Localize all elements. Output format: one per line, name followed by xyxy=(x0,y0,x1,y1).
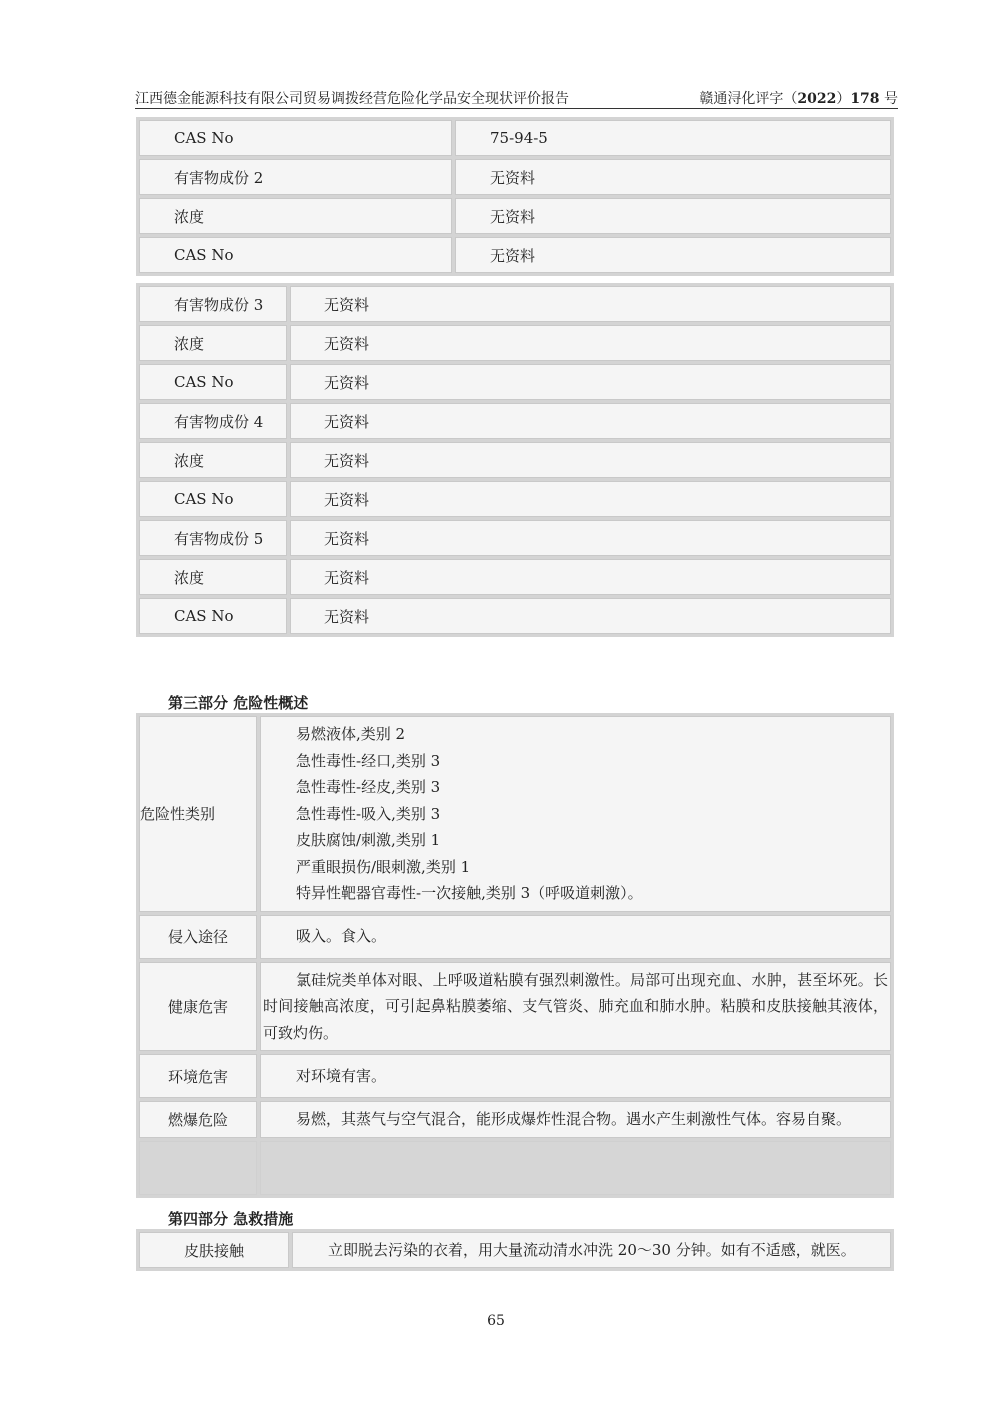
table-row xyxy=(139,520,891,556)
table-row xyxy=(139,403,891,439)
list-item: 急性毒性-经皮,类别 3 xyxy=(296,778,441,796)
section4-title: 第四部分 急救措施 xyxy=(168,1210,294,1228)
row-value: 无资料 xyxy=(455,237,891,273)
table-row xyxy=(139,962,891,1052)
table-row xyxy=(139,198,891,234)
table-row xyxy=(139,1232,891,1268)
row-label: CAS No xyxy=(139,481,287,517)
empty-cell xyxy=(260,1141,891,1195)
fire-explosion-label: 燃爆危险 xyxy=(139,1101,257,1138)
row-value: 无资料 xyxy=(455,198,891,234)
list-item: 急性毒性-经口,类别 3 xyxy=(296,751,441,770)
hazard-class-value xyxy=(260,716,891,912)
first-aid-table xyxy=(136,1229,894,1271)
row-label: 有害物成份 3 xyxy=(139,286,287,322)
table-row xyxy=(139,325,891,361)
row-value: 无资料 xyxy=(290,286,891,322)
row-value: 无资料 xyxy=(290,559,891,595)
environment-hazard-label: 环境危害 xyxy=(139,1054,257,1098)
row-label: 浓度 xyxy=(139,559,287,595)
table-row xyxy=(139,120,891,156)
list-item: 易燃液体,类别 2 xyxy=(296,725,406,743)
hazard-class-list xyxy=(263,721,888,907)
table-row xyxy=(139,559,891,595)
route-value: 吸入。食入。 xyxy=(260,915,891,959)
row-label: CAS No xyxy=(139,364,287,400)
table-row xyxy=(139,1054,891,1098)
row-value: 无资料 xyxy=(455,159,891,195)
list-item: 特异性靶器官毒性-一次接触,类别 3（呼吸道刺激）。 xyxy=(296,884,643,902)
row-value: 75-94-5 xyxy=(455,120,891,156)
section3-title: 第三部分 危险性概述 xyxy=(168,694,309,712)
table-row xyxy=(139,598,891,634)
route-label: 侵入途径 xyxy=(139,915,257,959)
row-label: CAS No xyxy=(139,598,287,634)
table-row xyxy=(139,237,891,273)
row-label: 浓度 xyxy=(139,442,287,478)
row-label: 有害物成份 5 xyxy=(139,520,287,556)
row-label: CAS No xyxy=(139,120,452,156)
table-row xyxy=(139,915,891,959)
table-row xyxy=(139,1101,891,1138)
row-value: 无资料 xyxy=(290,325,891,361)
skin-contact-value: 立即脱去污染的衣着，用大量流动清水冲洗 20～30 分钟。如有不适感，就医。 xyxy=(292,1232,891,1268)
composition-table-lower xyxy=(136,283,894,637)
hazard-class-label: 危险性类别 xyxy=(139,716,257,912)
health-hazard-value: 氯硅烷类单体对眼、上呼吸道粘膜有强烈刺激性。局部可出现充血、水肿，甚至坏死。长时间接触高浓度，可引起鼻粘膜萎缩、支气管炎、肺充血和肺水肿。粘膜和皮肤接触其液体，可致灼伤。 xyxy=(260,962,891,1052)
environment-hazard-value: 对环境有害。 xyxy=(260,1054,891,1098)
skin-contact-label: 皮肤接触 xyxy=(139,1232,289,1268)
page-number: 65 xyxy=(487,1313,505,1329)
header-report-number: 赣通浔化评字（2022）178 号 xyxy=(699,91,898,107)
row-label: CAS No xyxy=(139,237,452,273)
row-label: 浓度 xyxy=(139,325,287,361)
row-value: 无资料 xyxy=(290,403,891,439)
table-row xyxy=(139,442,891,478)
table-row xyxy=(139,286,891,322)
fire-explosion-value: 易燃，其蒸气与空气混合，能形成爆炸性混合物。遇水产生刺激性气体。容易自聚。 xyxy=(260,1101,891,1138)
health-hazard-label: 健康危害 xyxy=(139,962,257,1052)
row-value: 无资料 xyxy=(290,364,891,400)
row-value: 无资料 xyxy=(290,598,891,634)
list-item: 严重眼损伤/眼刺激,类别 1 xyxy=(296,857,471,876)
list-item: 急性毒性-吸入,类别 3 xyxy=(296,804,441,823)
row-label: 有害物成份 4 xyxy=(139,403,287,439)
hazard-overview-table xyxy=(136,713,894,1198)
table-row xyxy=(139,364,891,400)
table-row xyxy=(139,716,891,912)
list-item: 皮肤腐蚀/刺激,类别 1 xyxy=(296,831,441,849)
row-label: 浓度 xyxy=(139,198,452,234)
header-report-title: 江西德金能源科技有限公司贸易调拨经营危险化学品安全现状评价报告 xyxy=(135,91,569,107)
empty-cell xyxy=(139,1141,257,1195)
row-value: 无资料 xyxy=(290,481,891,517)
row-value: 无资料 xyxy=(290,520,891,556)
table-row xyxy=(139,1141,891,1195)
table-row xyxy=(139,481,891,517)
row-label: 有害物成份 2 xyxy=(139,159,452,195)
table-row xyxy=(139,159,891,195)
row-value: 无资料 xyxy=(290,442,891,478)
page-header xyxy=(135,86,898,109)
composition-table-upper xyxy=(136,117,894,276)
